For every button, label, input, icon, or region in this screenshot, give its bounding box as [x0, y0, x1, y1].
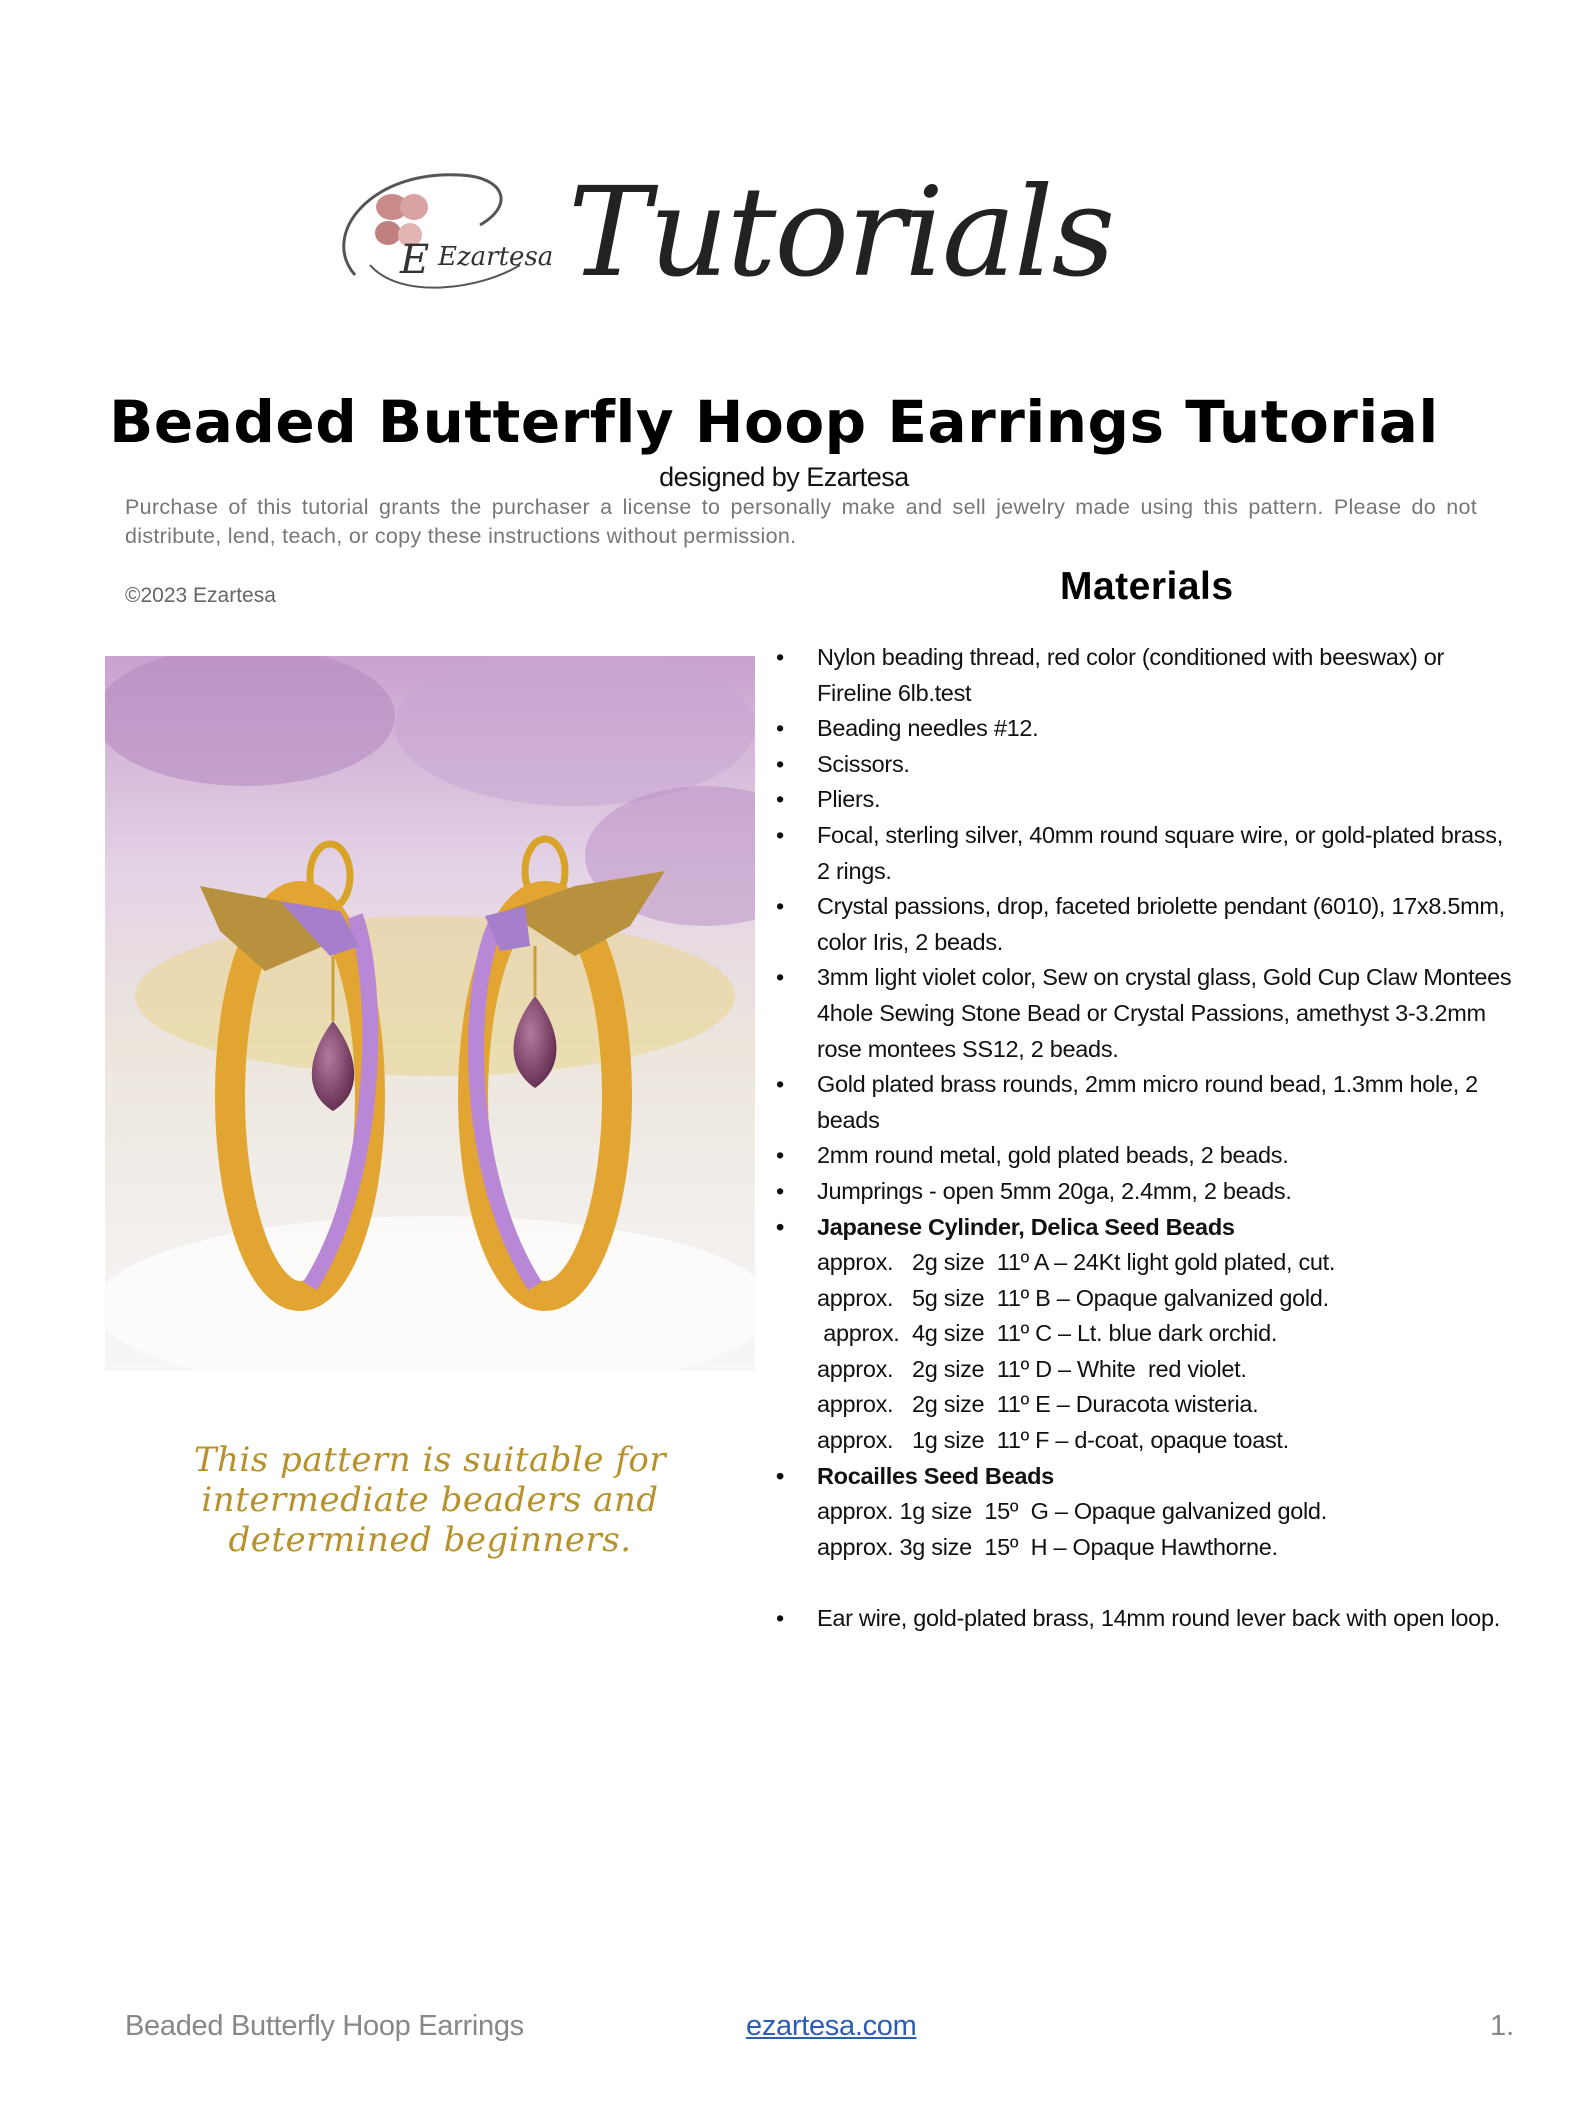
- material-item: • Gold plated brass rounds, 2mm micro round bead, 1.3mm hole, 2 beads: [770, 1067, 1570, 1138]
- note-line: This pattern is suitable for: [193, 1440, 667, 1480]
- bullet: •: [776, 750, 784, 777]
- bullet: •: [776, 1605, 784, 1632]
- bullet: •: [776, 1462, 784, 1489]
- delica-line: approx. 1g size 11º F – d-coat, opaque toast.: [817, 1427, 1289, 1454]
- materials-heading: Materials: [1060, 565, 1234, 608]
- material-item: • 2mm round metal, gold plated beads, 2 beads.: [770, 1138, 1570, 1174]
- delica-line: approx. 5g size 11º B – Opaque galvanized gold.: [817, 1284, 1329, 1311]
- svg-text:Tutorials: Tutorials: [568, 161, 1114, 305]
- bullet: •: [776, 893, 784, 920]
- delica-line: approx. 2g size 11º D – White red violet.: [817, 1355, 1247, 1382]
- delica-line: approx. 2g size 11º E – Duracota wisteria.: [817, 1391, 1259, 1418]
- delica-heading: • Japanese Cylinder, Delica Seed Beads: [770, 1210, 1570, 1246]
- designed-by: designed by Ezartesa: [659, 462, 909, 492]
- copyright: ©2023 Ezartesa: [125, 584, 276, 607]
- materials-list: [770, 640, 1570, 1637]
- footer-title: Beaded Butterfly Hoop Earrings: [125, 2010, 524, 2042]
- bullet: •: [776, 715, 784, 742]
- bullet: •: [776, 1177, 784, 1204]
- material-item: • Scissors.: [770, 747, 1570, 783]
- note-line: intermediate beaders and: [201, 1480, 659, 1520]
- material-item: • Crystal passions, drop, faceted briolette pendant (6010), 17x8.5mm, color Iris, 2 beads.: [770, 889, 1570, 960]
- material-item: • Nylon beading thread, red color (conditioned with beeswax) or Fireline 6lb.test: [770, 640, 1570, 711]
- bullet: •: [776, 964, 784, 991]
- ezartesa-tutorials-logo: [330, 115, 1160, 315]
- bullet: •: [776, 821, 784, 848]
- delica-line: approx. 2g size 11º A – 24Kt light gold plated, cut.: [817, 1249, 1336, 1276]
- svg-text:Ezartesa: Ezartesa: [438, 242, 554, 272]
- earrings-photo: [105, 656, 755, 1371]
- material-item: • Focal, sterling silver, 40mm round square wire, or gold-plated brass, 2 rings.: [770, 818, 1570, 889]
- bullet: •: [776, 1071, 784, 1098]
- note-line: determined beginners.: [228, 1520, 632, 1560]
- rocailles-line: approx. 1g size 15º G – Opaque galvanized gold.: [817, 1498, 1327, 1525]
- bullet: •: [776, 1213, 784, 1240]
- material-item: • Pliers.: [770, 782, 1570, 818]
- spacer: [770, 1565, 1570, 1601]
- bullet: •: [776, 644, 784, 670]
- material-item: • Ear wire, gold-plated brass, 14mm round lever back with open loop.: [770, 1601, 1570, 1637]
- page-number: 1.: [1490, 2010, 1515, 2042]
- skill-level-note: [105, 1440, 755, 1560]
- rocailles-line: approx. 3g size 15º H – Opaque Hawthorne.: [817, 1533, 1278, 1560]
- bullet: •: [776, 786, 784, 813]
- delica-line: approx. 4g size 11º C – Lt. blue dark orchid.: [817, 1320, 1278, 1347]
- material-item: • Jumprings - open 5mm 20ga, 2.4mm, 2 beads.: [770, 1174, 1570, 1210]
- bullet: •: [776, 1142, 784, 1169]
- logo-brand-text: E: [400, 237, 430, 283]
- material-item: • Beading needles #12.: [770, 711, 1570, 747]
- material-item: • 3mm light violet color, Sew on crystal glass, Gold Cup Claw Montees 4hole Sewing Stone Bead or Crystal Passions, amethyst 3-3.2mm rose montees SS12, 2 beads.: [770, 960, 1570, 1067]
- document-title: Beaded Butterfly Hoop Earrings Tutorial: [109, 388, 1439, 456]
- rocailles-heading: • Rocailles Seed Beads: [770, 1459, 1570, 1495]
- license-text: Purchase of this tutorial grants the purchaser a license to personally make and sell jewelry made using this pattern. Please do not distribute, lend, teach, or copy these instructions without permission.: [125, 495, 1477, 548]
- website-link[interactable]: ezartesa.com: [746, 2010, 917, 2042]
